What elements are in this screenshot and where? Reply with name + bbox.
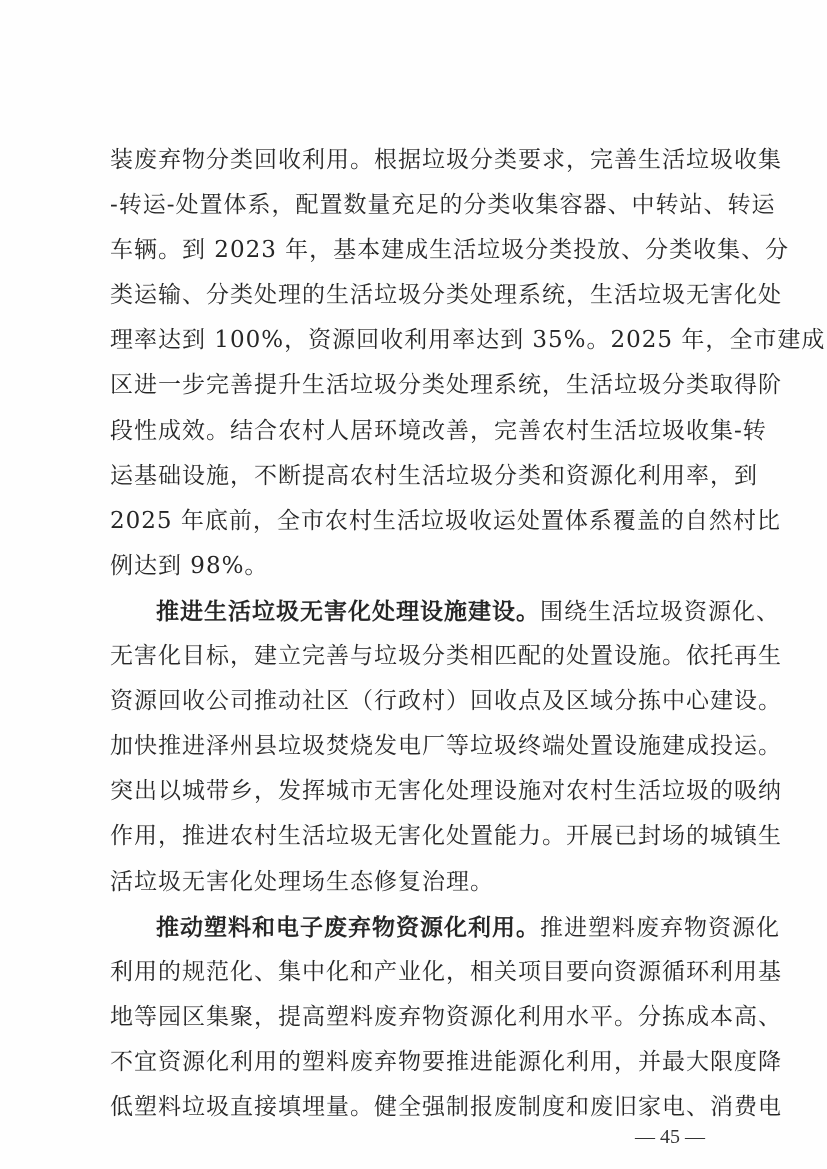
text-line: 利用的规范化、集中化和产业化，相关项目要向资源循环利用基	[110, 958, 782, 985]
body-text	[110, 138, 826, 1130]
text-line: 装废弃物分类回收利用。根据垃圾分类要求，完善生活垃圾收集	[110, 147, 782, 173]
page-number: — 45 —	[635, 1126, 705, 1148]
text-line: 资源回收公司推动社区（行政村）回收点及区域分拣中心建设。	[110, 688, 782, 715]
text-line: 活垃圾无害化处理场生态修复治理。	[110, 868, 494, 895]
text-line: 区进一步完善提升生活垃圾分类处理系统，生活垃圾分类取得阶	[110, 372, 782, 399]
text-line: 理率达到 100%，资源回收利用率达到 35%。2025 年，全市建成	[110, 327, 826, 354]
text-line: 车辆。到 2023 年，基本建成生活垃圾分类投放、分类收集、分	[110, 237, 790, 264]
text-span: 围绕生活垃圾资源化、	[540, 598, 780, 625]
text-span: 推进塑料废弃物资源化	[540, 914, 780, 941]
text-line: 段性成效。结合农村人居环境改善，完善农村生活垃圾收集-转	[110, 417, 767, 444]
text-line: 突出以城带乡，发挥城市无害化处理设施对农村生活垃圾的吸纳	[110, 778, 782, 805]
text-line: 作用，推进农村生活垃圾无害化处置能力。开展已封场的城镇生	[110, 823, 782, 850]
text-line: 不宜资源化利用的塑料废弃物要推进能源化利用，并最大限度降	[110, 1048, 782, 1075]
text-line: 低塑料垃圾直接填埋量。健全强制报废制度和废旧家电、消费电	[110, 1093, 782, 1120]
text-line: 2025 年底前，全市农村生活垃圾收运处置体系覆盖的自然村比	[110, 507, 781, 534]
text-line: 运基础设施，不断提高农村生活垃圾分类和资源化利用率，到	[110, 462, 758, 489]
section-heading: 推进生活垃圾无害化处理设施建设。	[156, 597, 540, 625]
text-line: 类运输、分类处理的生活垃圾分类处理系统，生活垃圾无害化处	[110, 282, 782, 309]
paragraph-first-line	[110, 589, 780, 634]
text-line: -转运-处置体系，配置数量充足的分类收集容器、中转站、转运	[110, 192, 776, 219]
section-heading: 推动塑料和电子废弃物资源化利用。	[156, 913, 540, 941]
text-line: 加快推进泽州县垃圾焚烧发电厂等垃圾终端处置设施建成投运。	[110, 733, 782, 760]
text-line: 无害化目标，建立完善与垃圾分类相匹配的处置设施。依托再生	[110, 643, 782, 670]
paragraph-first-line	[110, 905, 780, 950]
text-line: 例达到 98%。	[110, 552, 269, 579]
text-line: 地等园区集聚，提高塑料废弃物资源化利用水平。分拣成本高、	[110, 1003, 782, 1030]
